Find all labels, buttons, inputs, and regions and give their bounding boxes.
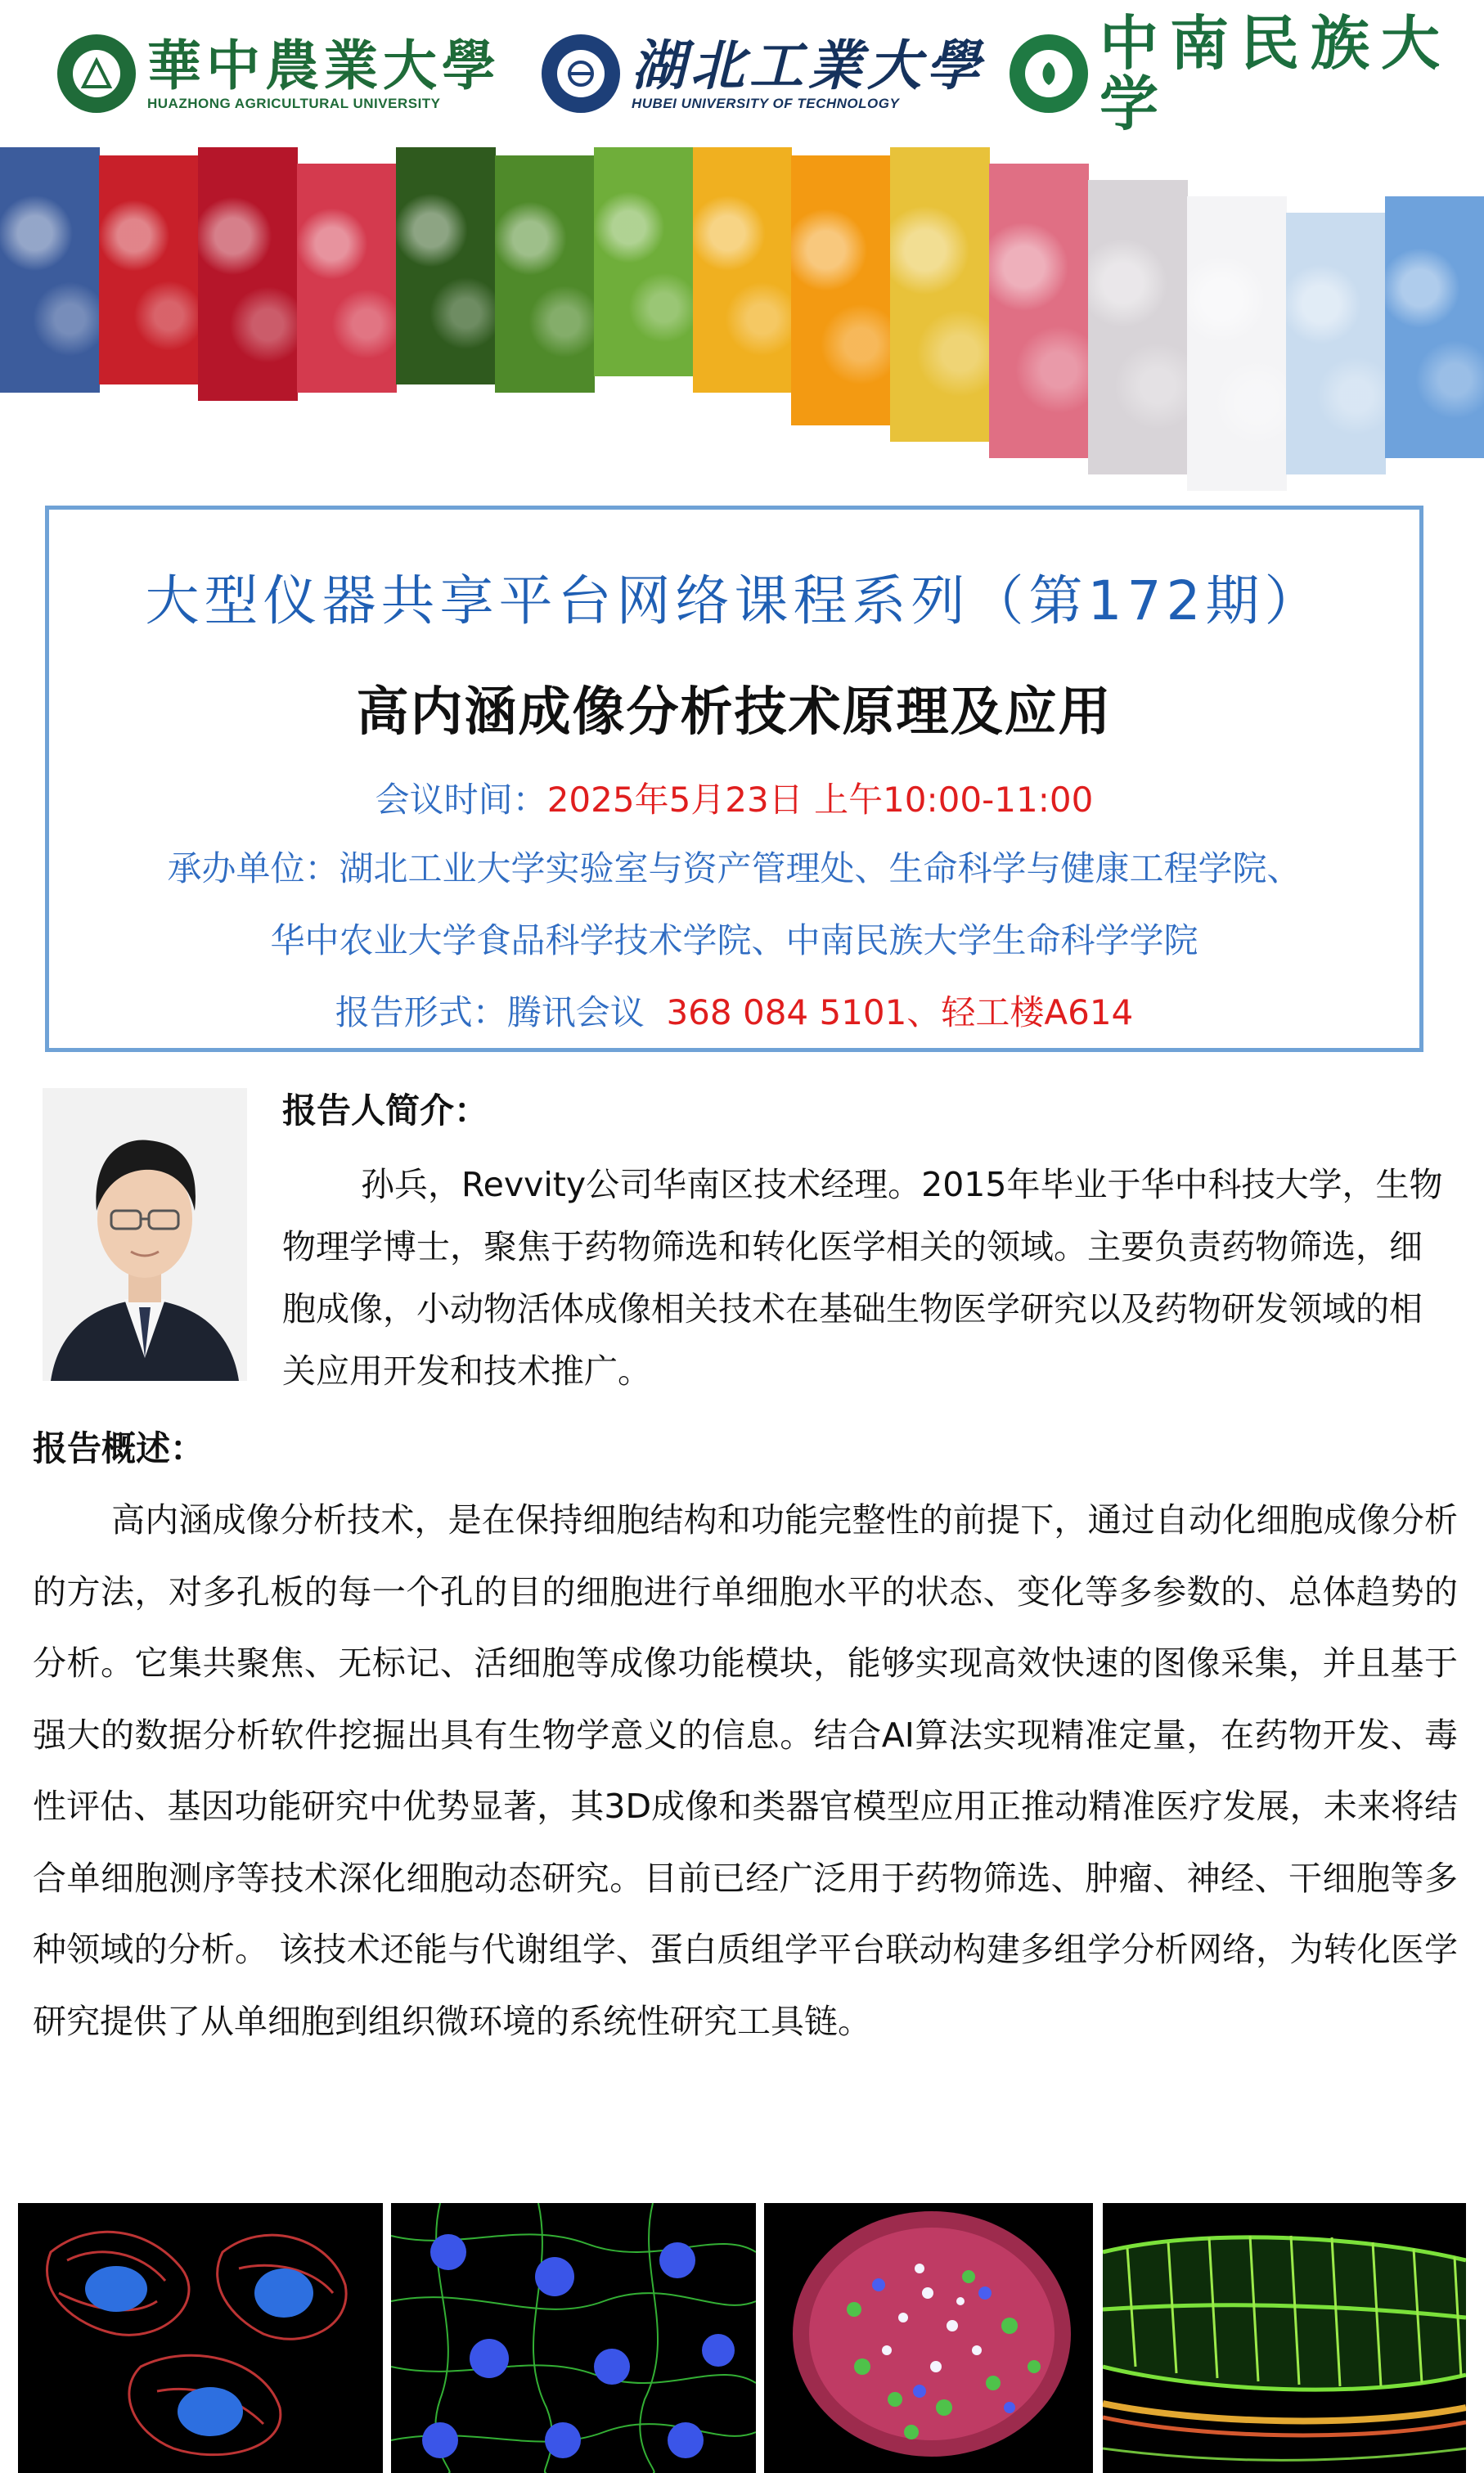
host-label: 承办单位：: [167, 848, 340, 888]
banner-tile: [1187, 196, 1287, 491]
speaker-heading: 报告人简介：: [282, 1090, 489, 1131]
banner-tile: [0, 147, 100, 393]
meeting-time-line: [49, 773, 1419, 822]
event-info-box: [45, 506, 1423, 1052]
summary-body: [33, 1485, 1458, 2057]
format-label: 报告形式：: [335, 992, 507, 1032]
banner-tile: [1286, 213, 1386, 474]
hzau-name-cn: 華中農業大學: [147, 34, 501, 97]
banner-tile: [297, 164, 397, 393]
micrograph-microtubules: [391, 2203, 756, 2473]
hbut-seal-icon: [542, 34, 620, 113]
series-title: 大型仪器共享平台网络课程系列（第172期）: [145, 569, 1324, 632]
format-platform: 腾讯会议: [506, 992, 645, 1032]
summary-text: 高内涵成像分析技术，是在保持细胞结构和功能完整性的前提下，通过自动化细胞成像分析的方法，对多孔板的每一个孔的目的细胞进行单细胞水平的状态、变化等多参数的、总体趋势的分析。它集共聚焦、无标记、活细胞等成像功能模块，能够实现高效快速的图像采集，并且基于强大的数据分析软件挖掘出具有生物学意义的信息。结合AI算法实现精准定量，在药物开发、毒性评估、基因功能研究中优势显著，其3D成像和类器官模型应用正推动精准医疗发展，未来将结合单细胞测序等技术深化细胞动态研究。目前已经广泛用于药物筛选、肿瘤、神经、干细胞等多种领域的分析。 该技术还能与代谢组学、蛋白质组学平台联动构建多组学分析网络，为转化医学研究提供了从单细胞到组织微环境的系统性研究工具链。: [33, 1500, 1458, 2041]
speaker-photo-icon: [43, 1088, 247, 1381]
banner-tile: [791, 155, 891, 425]
speaker-portrait: [43, 1088, 247, 1381]
hzau-logo: [57, 25, 501, 123]
scuec-name-cn: 中南民族大学: [1100, 8, 1452, 138]
summary-heading: 报告概述：: [33, 1428, 205, 1468]
banner-tile: [396, 147, 496, 384]
host-line-1: [49, 842, 1419, 891]
host-units-2: 华中农业大学食品科学技术学院、中南民族大学生命科学学院: [270, 920, 1198, 960]
meeting-time-value: 2025年5月23日 上午10:00-11:00: [546, 780, 1094, 820]
scuec-seal-icon: [1010, 34, 1088, 113]
micrograph-mitochondria: [18, 2203, 383, 2473]
host-units-1: 湖北工业大学实验室与资产管理处、生命科学与健康工程学院、: [339, 848, 1302, 888]
format-line: [49, 986, 1419, 1035]
micrograph-zebrafish: [1103, 2203, 1466, 2473]
banner-tile: [989, 164, 1089, 458]
banner-tile: [1385, 196, 1484, 458]
banner-tile: [890, 147, 990, 442]
banner-tile: [198, 147, 298, 401]
hzau-seal-icon: [57, 34, 136, 113]
banner-tile: [594, 147, 694, 376]
hbut-name-cn: 湖北工業大學: [632, 34, 985, 97]
hbut-logo: [542, 25, 985, 123]
scuec-logo: [1010, 8, 1484, 138]
banner-tile: [1088, 180, 1188, 474]
hbut-name-en: HUBEI UNIVERSITY OF TECHNOLOGY: [632, 96, 900, 111]
banner-tile: [495, 155, 595, 393]
micrograph-organoid: [764, 2203, 1093, 2473]
banner-tile: [693, 147, 793, 393]
speaker-bio: [282, 1153, 1444, 1402]
format-value: 368 084 5101、轻工楼A614: [666, 992, 1134, 1032]
logo-bar: [0, 0, 1484, 139]
hzau-name-en: HUAZHONG AGRICULTURAL UNIVERSITY: [147, 96, 441, 111]
talk-title: 高内涵成像分析技术原理及应用: [356, 682, 1113, 743]
speaker-bio-text: 孙兵，Revvity公司华南区技术经理。2015年毕业于华中科技大学，生物物理学博士，聚焦于药物筛选和转化医学相关的领域。主要负责药物筛选，细胞成像，小动物活体成像相关技术在基础生物医学研究以及药物研发领域的相关应用开发和技术推广。: [282, 1165, 1443, 1391]
meeting-time-label: 会议时间：: [375, 780, 547, 820]
banner-tile: [99, 155, 199, 384]
fruit-pill-banner: [0, 147, 1484, 499]
